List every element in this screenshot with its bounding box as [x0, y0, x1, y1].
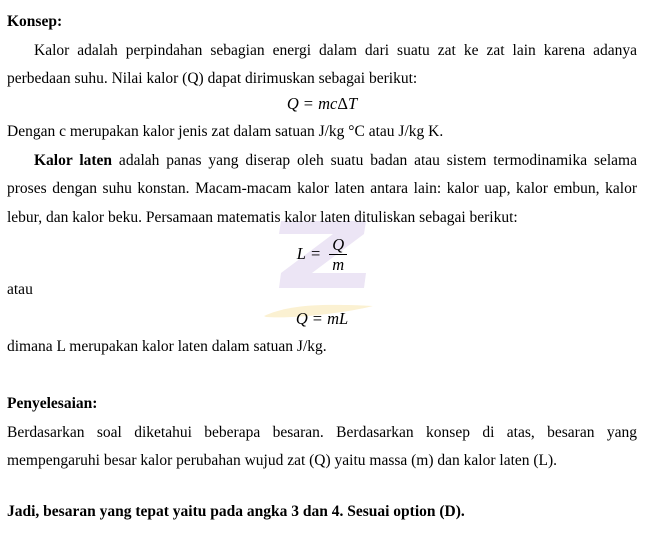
paragraph-kalor-line2: perbedaan suhu. Nilai kalor (Q) dapat dirimuskan sebagai berikut:: [7, 70, 418, 87]
formula-q-ml-lhs: Q: [295, 308, 308, 328]
paragraph-kalor-laten-line2: proses dengan suhu konstan. Macam-macam kalor laten antara lain: kalor uap, kalor embun, kalor: [7, 180, 637, 197]
line-dengan: Dengan c merupakan kalor jenis zat dalam satuan J/kg °C atau J/kg K.: [7, 123, 444, 140]
formula-l-fraction-lhs: L: [296, 244, 306, 263]
paragraph-kalor-laten-line3: lebur, dan kalor beku. Persamaan matematis kalor laten dituliskan sebagai berikut:: [7, 208, 518, 226]
formula-q-mcdt-delta: Δ: [337, 93, 348, 113]
formula-q-mcdt-equals: =: [303, 93, 314, 113]
formula-q-mcdt-t: T: [347, 93, 358, 113]
paragraph-kalor-line1: Kalor adalah perpindahan sebagian energi dalam dari suatu zat ke zat lain karena adanya: [34, 41, 637, 59]
kalor-laten-bold-term: Kalor laten: [34, 151, 113, 169]
heading-konsep: Konsep:: [7, 13, 63, 30]
fraction-q-over-m: [329, 235, 347, 274]
paragraph-kalor: [7, 37, 637, 94]
paragraph-berdasarkan-line2: mempengaruhi besar kalor perubahan wujud zat (Q) yaitu massa (m) dan kalor laten (L).: [7, 452, 558, 469]
paragraph-kalor-laten: [7, 147, 637, 233]
formula-q-mcdt-mc: mc: [318, 93, 338, 113]
formula-q-ml: [7, 305, 637, 334]
formula-q-mcdt-lhs: Q: [286, 93, 299, 113]
line-dimana: dimana L merupakan kalor laten dalam satuan J/kg.: [7, 338, 327, 355]
fraction-denominator: m: [329, 254, 347, 274]
fraction-numerator: Q: [332, 234, 345, 254]
heading-penyelesaian: Penyelesaian:: [7, 395, 98, 412]
formula-l-fraction-equals: =: [310, 244, 321, 263]
paragraph-berdasarkan-line1: Berdasarkan soal diketahui beberapa besaran. Berdasarkan konsep di atas, besaran yang: [7, 423, 637, 441]
formula-l-fraction: [7, 232, 637, 276]
line-atau: atau: [7, 281, 33, 298]
blank-line: [7, 476, 637, 498]
formula-q-mcdt: [7, 90, 637, 119]
blank-line: [7, 362, 637, 391]
paragraph-berdasarkan: [7, 419, 637, 476]
formula-q-ml-equals: =: [312, 308, 323, 328]
paragraph-kalor-laten-line1: [7, 147, 637, 176]
conclusion-line: Jadi, besaran yang tepat yaitu pada angka 3 dan 4. Sesuai option (D).: [7, 502, 465, 520]
paragraph-kalor-laten-line1-rest: adalah panas yang diserap oleh suatu badan atau sistem termodinamika selama: [112, 151, 637, 169]
formula-q-ml-rhs: mL: [327, 308, 349, 328]
